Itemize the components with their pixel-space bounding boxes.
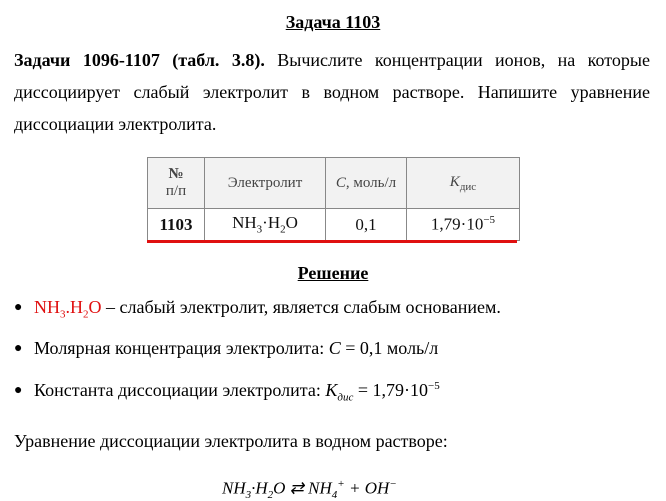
bullet-3-text: Константа диссоциации электролита: — [34, 380, 326, 400]
header-number: № п/п — [148, 158, 205, 209]
header-constant: $K_{дис}$ — [407, 158, 520, 209]
formula-red: $NH_3.H_2O$ — [34, 297, 102, 321]
cell-constant: $1,79\cdot 10^{-5}$ — [407, 209, 520, 241]
bullet-2-value: C = 0,1 моль/л — [328, 338, 439, 358]
bullet-3-value: $K_{дис} = 1,79\cdot 10^{-5}$ — [325, 380, 440, 404]
red-underline — [147, 240, 517, 243]
cell-concentration: 0,1 — [326, 209, 407, 241]
data-table — [147, 157, 520, 241]
bullet-concentration — [14, 338, 438, 359]
header-concentration: C, моль/л — [326, 158, 407, 209]
equation-title: Уравнение диссоциации электролита в водном растворе: — [14, 431, 448, 451]
task-text: Вычислите концентрации ионов, на которые диссоциирует слабый электролит в водном растворе. Напишите уравнение диссоциации электролита. — [14, 50, 650, 134]
table-row — [148, 209, 520, 241]
task-range: Задачи 1096-1107 (табл. 3.8). — [14, 50, 265, 70]
bullet-dot: ● — [14, 341, 23, 356]
bullet-2-text: Молярная концентрация электролита: — [34, 338, 329, 358]
cell-number: 1103 — [148, 209, 205, 241]
header-electrolyte: Электролит — [205, 158, 326, 209]
bullet-weak-electrolyte — [14, 297, 501, 321]
table-header-row — [148, 158, 520, 209]
task-intro — [14, 44, 650, 140]
bullet-1-text: – слабый электролит, является слабым основанием. — [101, 297, 501, 317]
dissociation-equation: $NH_3\cdot H_2O$ ⇄ $NH_4^+ + OH^-$ — [222, 478, 397, 501]
bullet-constant — [14, 380, 440, 404]
bullet-dot: ● — [14, 300, 23, 315]
cell-electrolyte: $NH_3\cdot H_2O$ — [205, 209, 326, 241]
task-title: Задача 1103 — [285, 12, 381, 32]
solution-title: Решение — [297, 263, 369, 283]
bullet-dot: ● — [14, 383, 23, 398]
